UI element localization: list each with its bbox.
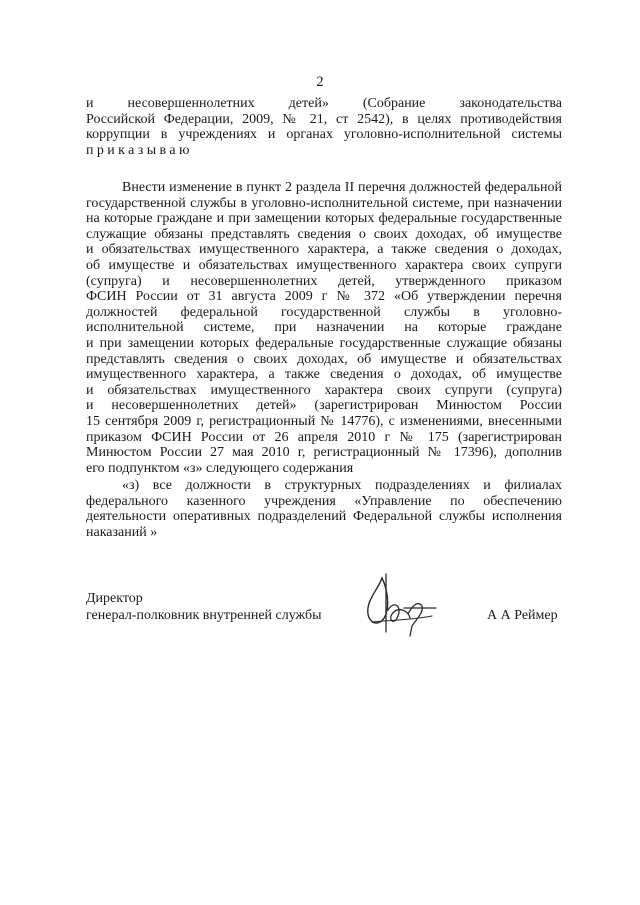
handwritten-signature <box>352 570 442 640</box>
text-line: должностей федеральной государственной службы в уголовно- <box>86 304 562 320</box>
text-line: деятельности оперативных подразделений Федеральной службы исполнения <box>86 509 562 525</box>
text-line: имущественного характера, а также сведения о доходах, об имуществе <box>86 367 562 383</box>
text-line: его подпунктом «з» следующего содержания <box>86 460 354 476</box>
signatory-name: А А Реймер <box>487 608 558 623</box>
signatory-position: Директор <box>86 591 143 606</box>
intro-paragraph <box>86 96 562 158</box>
text-line: об имуществе и обязательствах имущественного характера своих супруги <box>86 257 562 273</box>
text-line: приказом ФСИН России от 26 апреля 2010 г № 175 (зарегистрирован <box>86 429 562 445</box>
text-line: государственной службы в уголовно-исполнительной системе, при назначении <box>86 195 562 211</box>
text-line: и обязательствах имущественного характера своих супруги (супруга) <box>86 382 562 398</box>
text-line: федерального казенного учреждения «Управление по обеспечению <box>86 493 562 509</box>
text-line: и несовершеннолетних детей» (Собрание законодательства <box>86 96 562 111</box>
text-line: Российской Федерации, 2009, № 21, ст 2542), в целях противодействия <box>86 111 562 127</box>
text-line: ФСИН России от 31 августа 2009 г № 372 «Об утверждении перечня <box>86 289 562 305</box>
order-word: приказываю <box>86 142 193 158</box>
text-line: исполнительной системе, при назначении на которые граждане <box>86 320 562 336</box>
page-number: 2 <box>316 74 324 90</box>
text-line: и несовершеннолетних детей» (зарегистрирован Минюстом России <box>86 398 562 414</box>
text-line: 15 сентября 2009 г, регистрационный № 14776), с изменениями, внесенными <box>86 413 562 429</box>
text-line: и обязательствах имущественного характера, а также сведения о доходах, <box>86 242 562 258</box>
text-line: наказаний » <box>86 524 158 540</box>
main-paragraph <box>86 180 562 476</box>
text-line: служащие обязаны представлять сведения о своих доходах, об имуществе <box>86 226 562 242</box>
text-line: (супруга) и несовершеннолетних детей, утвержденного приказом <box>86 273 562 289</box>
text-line: на которые граждане и при замещении которых федеральные государственные <box>86 211 562 227</box>
subpoint-paragraph <box>86 478 562 540</box>
text-line: Минюстом России 27 мая 2010 г, регистрационный № 17396), дополнив <box>86 445 562 461</box>
text-line: «з) все должности в структурных подразделениях и филиалах <box>122 478 562 493</box>
text-line: коррупции в учреждениях и органах уголовно-исполнительной системы <box>86 127 562 143</box>
signatory-title-block <box>86 590 322 624</box>
text-line: и при замещении которых федеральные государственные служащие обязаны <box>86 335 562 351</box>
text-line: Внести изменение в пункт 2 раздела II перечня должностей федеральной <box>122 180 562 195</box>
text-line: представлять сведения о своих доходах, об имуществе и обязательствах <box>86 351 562 367</box>
signatory-rank: генерал-полковник внутренней службы <box>86 608 322 623</box>
